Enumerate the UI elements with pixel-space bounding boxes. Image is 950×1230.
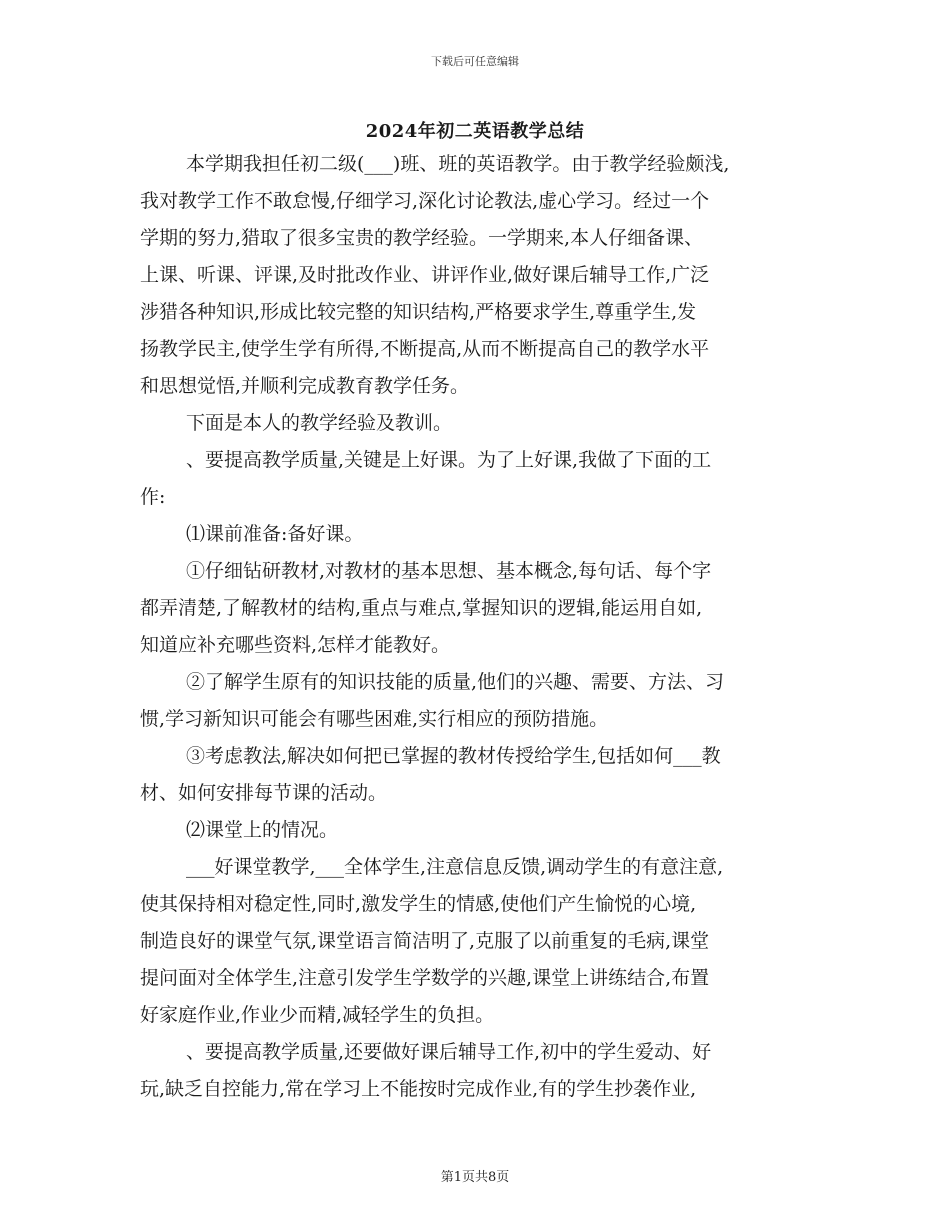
text-line: 下面是本人的教学经验及教训。 xyxy=(186,412,453,434)
text-line: 提问面对全体学生,注意引发学生学数学的兴趣,课堂上讲练结合,布置 xyxy=(140,967,710,989)
text-line: 制造良好的课堂气氛,课堂语言简洁明了,克服了以前重复的毛病,课堂 xyxy=(140,930,710,952)
text-line: 涉猎各种知识,形成比较完整的知识结构,严格要求学生,尊重学生,发 xyxy=(140,301,697,323)
text-line: 玩,缺乏自控能力,常在学习上不能按时完成作业,有的学生抄袭作业, xyxy=(140,1078,697,1100)
text-line: 材、如何安排每节课的活动。 xyxy=(140,782,388,804)
document-title: 2024年初二英语教学总结 xyxy=(365,121,585,142)
document-body xyxy=(140,146,820,1108)
text-line: 使其保持相对稳定性,同时,激发学生的情感,使他们产生愉悦的心境, xyxy=(140,893,697,915)
text-line: ②了解学生原有的知识技能的质量,他们的兴趣、需要、方法、习 xyxy=(186,671,725,693)
text-line: 、要提高教学质量,关键是上好课。为了上好课,我做了下面的工 xyxy=(186,449,712,471)
text-line: 好家庭作业,作业少而精,减轻学生的负担。 xyxy=(140,1004,495,1026)
text-line: 知道应补充哪些资料,怎样才能教好。 xyxy=(140,634,451,656)
text-line: 和思想觉悟,并顺利完成教育教学任务。 xyxy=(140,375,470,397)
text-line: ⑴课前准备:备好课。 xyxy=(186,523,364,545)
text-line: 学期的努力,猎取了很多宝贵的教学经验。一学期来,本人仔细备课、 xyxy=(140,227,704,249)
text-line: 、要提高教学质量,还要做好课后辅导工作,初中的学生爱动、好 xyxy=(186,1041,712,1063)
text-line: ___好课堂教学,___全体学生,注意信息反馈,调动学生的有意注意, xyxy=(186,856,724,878)
text-line: 扬教学民主,使学生学有所得,不断提高,从而不断提高自己的教学水平 xyxy=(140,338,710,360)
page-header: 下载后可任意编辑 xyxy=(431,55,519,68)
text-line: 作: xyxy=(140,486,166,508)
text-line: ①仔细钻研教材,对教材的基本思想、基本概念,每句话、每个字 xyxy=(186,560,712,582)
text-line: ⑵课堂上的情况。 xyxy=(186,819,339,841)
text-line: 上课、听课、评课,及时批改作业、讲评作业,做好课后辅导工作,广泛 xyxy=(140,264,710,286)
page-footer: 第1页共8页 xyxy=(440,1170,510,1185)
text-line: 我对教学工作不敢怠慢,仔细学习,深化讨论教法,虚心学习。经过一个 xyxy=(140,190,710,212)
text-line: 本学期我担任初二级(___)班、班的英语教学。由于教学经验颇浅, xyxy=(186,153,730,175)
text-line: 都弄清楚,了解教材的结构,重点与难点,掌握知识的逻辑,能运用自如, xyxy=(140,597,703,619)
text-line: ③考虑教法,解决如何把已掌握的教材传授给学生,包括如何___教 xyxy=(186,745,721,767)
text-line: 惯,学习新知识可能会有哪些困难,实行相应的预防措施。 xyxy=(140,708,609,730)
